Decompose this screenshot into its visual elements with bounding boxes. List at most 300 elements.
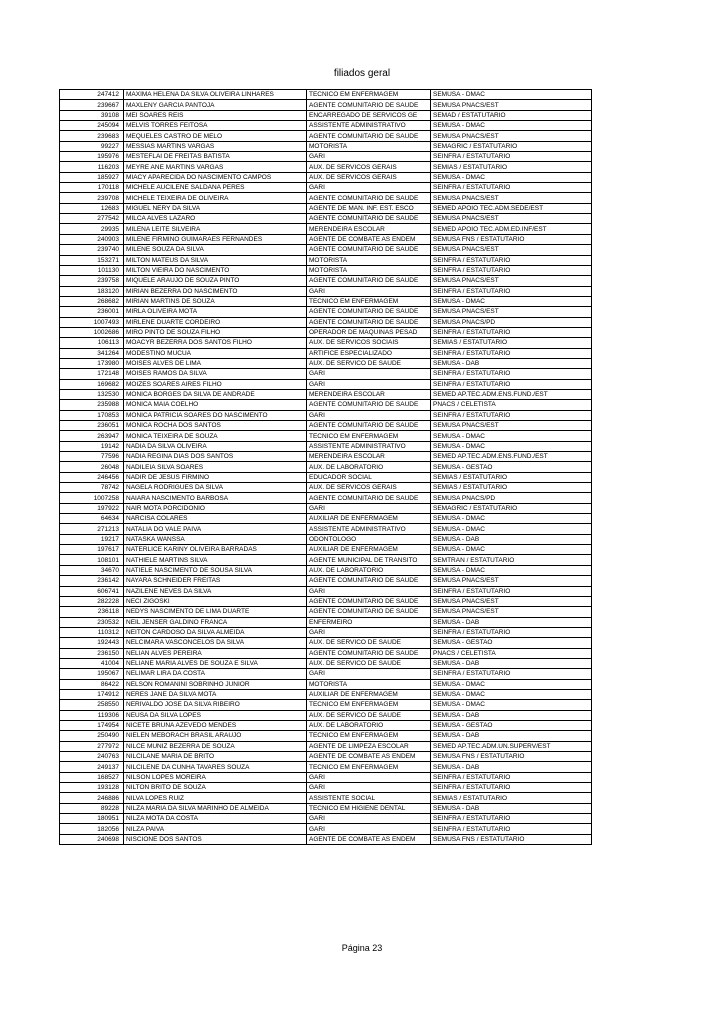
job-title-cell: AUX. DE SERVICOS GERAIS xyxy=(307,162,431,172)
job-title-cell: AGENTE MUNICIPAL DE TRANSITO xyxy=(307,555,431,565)
department-cell: SEINFRA / ESTATUTARIO xyxy=(431,327,592,337)
registration-cell: 153271 xyxy=(60,255,124,265)
table-row xyxy=(60,503,592,513)
name-cell: NATASKA WANSSA xyxy=(124,534,307,544)
table-row xyxy=(60,555,592,565)
job-title-cell: AGENTE COMUNITARIO DE SAUDE xyxy=(307,307,431,317)
registration-cell: 78742 xyxy=(60,483,124,493)
registration-cell: 86422 xyxy=(60,679,124,689)
job-title-cell: AGENTE COMUNITARIO DE SAUDE xyxy=(307,100,431,110)
table-row xyxy=(60,607,592,617)
job-title-cell: AUX. DE SERVICO DE SAUDE xyxy=(307,658,431,668)
job-title-cell: TECNICO EM ENFERMAGEM xyxy=(307,762,431,772)
registration-cell: 195976 xyxy=(60,152,124,162)
job-title-cell: TECNICO EM HIGIENE DENTAL xyxy=(307,803,431,813)
registration-cell: 185927 xyxy=(60,172,124,182)
job-title-cell: AUX. DE LABORATORIO xyxy=(307,565,431,575)
table-row xyxy=(60,338,592,348)
members-table xyxy=(59,89,592,845)
registration-cell: 240903 xyxy=(60,234,124,244)
name-cell: NADILEIA SILVA SOARES xyxy=(124,462,307,472)
department-cell: SEMUSA - DMAC xyxy=(431,545,592,555)
job-title-cell: ASSISTENTE ADMINISTRATIVO xyxy=(307,441,431,451)
table-row xyxy=(60,121,592,131)
department-cell: SEMED APOIO TEC.ADM.ED.INF/EST xyxy=(431,224,592,234)
registration-cell: 64634 xyxy=(60,514,124,524)
registration-cell: 173980 xyxy=(60,358,124,368)
department-cell: SEMUSA PNACS/EST xyxy=(431,100,592,110)
job-title-cell: AGENTE COMUNITARIO DE SAUDE xyxy=(307,276,431,286)
table-row xyxy=(60,317,592,327)
job-title-cell: EDUCADOR SOCIAL xyxy=(307,472,431,482)
registration-cell: 169682 xyxy=(60,379,124,389)
registration-cell: 197617 xyxy=(60,545,124,555)
registration-cell: 236150 xyxy=(60,648,124,658)
department-cell: SEMED AP.TEC.ADM.ENS.FUND./EST xyxy=(431,452,592,462)
name-cell: NILCILENE DA CUNHA TAVARES SOUZA xyxy=(124,762,307,772)
table-row xyxy=(60,741,592,751)
table-row xyxy=(60,545,592,555)
job-title-cell: AGENTE DE LIMPEZA ESCOLAR xyxy=(307,741,431,751)
department-cell: SEMUSA - DMAC xyxy=(431,689,592,699)
table-row xyxy=(60,203,592,213)
department-cell: SEMUSA - DMAC xyxy=(431,679,592,689)
registration-cell: 174912 xyxy=(60,689,124,699)
registration-cell: 183120 xyxy=(60,286,124,296)
job-title-cell: GARI xyxy=(307,369,431,379)
name-cell: MILCA ALVES LAZARO xyxy=(124,214,307,224)
department-cell: SEMUSA - DAB xyxy=(431,803,592,813)
name-cell: NATHIELE MARTINS SILVA xyxy=(124,555,307,565)
registration-cell: 236001 xyxy=(60,307,124,317)
name-cell: NEITON CARDOSO DA SILVA ALMEIDA xyxy=(124,627,307,637)
registration-cell: 132530 xyxy=(60,389,124,399)
table-row xyxy=(60,400,592,410)
registration-cell: 119306 xyxy=(60,710,124,720)
job-title-cell: GARI xyxy=(307,410,431,420)
registration-cell: 236142 xyxy=(60,576,124,586)
department-cell: SEMUSA - DMAC xyxy=(431,431,592,441)
name-cell: NIELEN MEBORACH BRASIL ARAUJO xyxy=(124,731,307,741)
registration-cell: 250490 xyxy=(60,731,124,741)
job-title-cell: TECNICO EM ENFERMAGEM xyxy=(307,731,431,741)
table-row xyxy=(60,514,592,524)
registration-cell: 174954 xyxy=(60,720,124,730)
department-cell: SEINFRA / ESTATUTARIO xyxy=(431,627,592,637)
table-row xyxy=(60,152,592,162)
job-title-cell: GARI xyxy=(307,152,431,162)
name-cell: MIQUELE ARAUJO DE SOUZA PINTO xyxy=(124,276,307,286)
name-cell: NERIVALDO JOSE DA SILVA RIBEIRO xyxy=(124,700,307,710)
registration-cell: 258550 xyxy=(60,700,124,710)
table-row xyxy=(60,483,592,493)
department-cell: SEMUSA - DAB xyxy=(431,731,592,741)
name-cell: MIRLA OLIVEIRA MOTA xyxy=(124,307,307,317)
table-row xyxy=(60,183,592,193)
registration-cell: 106113 xyxy=(60,338,124,348)
job-title-cell: GARI xyxy=(307,503,431,513)
job-title-cell: AGENTE DE MAN. INF. EST. ESCO xyxy=(307,203,431,213)
job-title-cell: GARI xyxy=(307,627,431,637)
registration-cell: 39108 xyxy=(60,110,124,120)
job-title-cell: GARI xyxy=(307,669,431,679)
table-row xyxy=(60,214,592,224)
job-title-cell: AGENTE DE COMBATE AS ENDEM xyxy=(307,234,431,244)
name-cell: NADIR DE JESUS FIRMINO xyxy=(124,472,307,482)
name-cell: MIRIAN BEZERRA DO NASCIMENTO xyxy=(124,286,307,296)
name-cell: NEUSA DA SILVA LOPES xyxy=(124,710,307,720)
job-title-cell: ENCARREGADO DE SERVICOS GE xyxy=(307,110,431,120)
registration-cell: 246456 xyxy=(60,472,124,482)
job-title-cell: MOTORISTA xyxy=(307,141,431,151)
table-row xyxy=(60,162,592,172)
job-title-cell: TECNICO EM ENFERMAGEM xyxy=(307,296,431,306)
table-row xyxy=(60,772,592,782)
department-cell: SEMUSA PNACS/EST xyxy=(431,214,592,224)
name-cell: NERES JANE DA SILVA MOTA xyxy=(124,689,307,699)
registration-cell: 26048 xyxy=(60,462,124,472)
name-cell: MILTON MATEUS DA SILVA xyxy=(124,255,307,265)
department-cell: SEMIAS / ESTATUTARIO xyxy=(431,483,592,493)
name-cell: NATERLICE KARINY OLIVEIRA BARRADAS xyxy=(124,545,307,555)
name-cell: NILTON BRITO DE SOUZA xyxy=(124,783,307,793)
job-title-cell: AUX. DE SERVICO DE SAUDE xyxy=(307,638,431,648)
table-row xyxy=(60,586,592,596)
department-cell: SEMUSA PNACS/EST xyxy=(431,276,592,286)
job-title-cell: AGENTE COMUNITARIO DE SAUDE xyxy=(307,576,431,586)
name-cell: MICHELE TEIXEIRA DE OLIVEIRA xyxy=(124,193,307,203)
registration-cell: 89228 xyxy=(60,803,124,813)
name-cell: NAGELA RODRIGUES DA SILVA xyxy=(124,483,307,493)
registration-cell: 245094 xyxy=(60,121,124,131)
job-title-cell: GARI xyxy=(307,586,431,596)
department-cell: SEMAD / ESTATUTARIO xyxy=(431,110,592,120)
registration-cell: 239758 xyxy=(60,276,124,286)
table-row xyxy=(60,783,592,793)
job-title-cell: TECNICO EM ENFERMAGEM xyxy=(307,90,431,100)
name-cell: NADIA DA SILVA OLIVEIRA xyxy=(124,441,307,451)
table-row xyxy=(60,276,592,286)
department-cell: SEMIAS / ESTATUTARIO xyxy=(431,338,592,348)
table-row xyxy=(60,410,592,420)
department-cell: SEMUSA - DMAC xyxy=(431,172,592,182)
department-cell: SEINFRA / ESTATUTARIO xyxy=(431,152,592,162)
name-cell: NISCIONE DOS SANTOS xyxy=(124,834,307,844)
name-cell: MILENE SOUZA DA SILVA xyxy=(124,245,307,255)
table-row xyxy=(60,700,592,710)
job-title-cell: AUX. DE SERVICOS GERAIS xyxy=(307,483,431,493)
job-title-cell: ARTIFICE ESPECIALIZADO xyxy=(307,348,431,358)
table-row xyxy=(60,710,592,720)
table-row xyxy=(60,110,592,120)
registration-cell: 12683 xyxy=(60,203,124,213)
registration-cell: 268682 xyxy=(60,296,124,306)
job-title-cell: AUX. DE LABORATORIO xyxy=(307,720,431,730)
department-cell: SEMAGRIC / ESTATUTARIO xyxy=(431,503,592,513)
name-cell: NILVA LOPES RUIZ xyxy=(124,793,307,803)
name-cell: NELCIMARA VASCONCELOS DA SILVA xyxy=(124,638,307,648)
department-cell: SEMUSA PNACS/EST xyxy=(431,245,592,255)
registration-cell: 239667 xyxy=(60,100,124,110)
name-cell: NAYARA SCHNEIDER FREITAS xyxy=(124,576,307,586)
registration-cell: 263947 xyxy=(60,431,124,441)
registration-cell: 239740 xyxy=(60,245,124,255)
registration-cell: 193128 xyxy=(60,783,124,793)
department-cell: SEMIAS / ESTATUTARIO xyxy=(431,162,592,172)
department-cell: SEMUSA - DAB xyxy=(431,762,592,772)
name-cell: MIRIAN MARTINS DE SOUZA xyxy=(124,296,307,306)
job-title-cell: AUX. DE SERVICOS GERAIS xyxy=(307,172,431,182)
table-row xyxy=(60,576,592,586)
table-row xyxy=(60,752,592,762)
name-cell: NATIELE NASCIMENTO DE SOUSA SILVA xyxy=(124,565,307,575)
table-row xyxy=(60,679,592,689)
table-row xyxy=(60,762,592,772)
department-cell: SEMAGRIC / ESTATUTARIO xyxy=(431,141,592,151)
registration-cell: 239683 xyxy=(60,131,124,141)
department-cell: SEMUSA PNACS/EST xyxy=(431,576,592,586)
table-row xyxy=(60,348,592,358)
job-title-cell: MERENDEIRA ESCOLAR xyxy=(307,452,431,462)
department-cell: SEINFRA / ESTATUTARIO xyxy=(431,814,592,824)
name-cell: MAXIMA HELENA DA SILVA OLIVEIRA LINHARES xyxy=(124,90,307,100)
department-cell: SEMUSA - GESTAO xyxy=(431,462,592,472)
registration-cell: 282228 xyxy=(60,596,124,606)
table-row xyxy=(60,814,592,824)
table-row xyxy=(60,431,592,441)
job-title-cell: GARI xyxy=(307,814,431,824)
registration-cell: 239708 xyxy=(60,193,124,203)
department-cell: SEMUSA - DMAC xyxy=(431,121,592,131)
registration-cell: 99227 xyxy=(60,141,124,151)
name-cell: MONICA ROCHA DOS SANTOS xyxy=(124,421,307,431)
table-row xyxy=(60,534,592,544)
job-title-cell: OPERADOR DE MAQUINAS PESAD xyxy=(307,327,431,337)
department-cell: SEMUSA - DAB xyxy=(431,710,592,720)
name-cell: NAIARA NASCIMENTO BARBOSA xyxy=(124,493,307,503)
department-cell: SEINFRA / ESTATUTARIO xyxy=(431,772,592,782)
job-title-cell: ASSISTENTE SOCIAL xyxy=(307,793,431,803)
department-cell: SEMUSA FNS / ESTATUTARIO xyxy=(431,752,592,762)
table-row xyxy=(60,441,592,451)
table-row xyxy=(60,596,592,606)
name-cell: MICHELE AUCILENE SALDANA PERES xyxy=(124,183,307,193)
job-title-cell: GARI xyxy=(307,286,431,296)
job-title-cell: MOTORISTA xyxy=(307,255,431,265)
department-cell: SEMUSA FNS / ESTATUTARIO xyxy=(431,834,592,844)
name-cell: MIRLENE DUARTE CORDEIRO xyxy=(124,317,307,327)
table-row xyxy=(60,731,592,741)
name-cell: MODESTINO MUCUA xyxy=(124,348,307,358)
job-title-cell: GARI xyxy=(307,772,431,782)
department-cell: SEMUSA - DAB xyxy=(431,534,592,544)
job-title-cell: ENFERMEIRO xyxy=(307,617,431,627)
job-title-cell: GARI xyxy=(307,783,431,793)
registration-cell: 249137 xyxy=(60,762,124,772)
name-cell: MELVIS TORRES FEITOSA xyxy=(124,121,307,131)
job-title-cell: ODONTOLOGO xyxy=(307,534,431,544)
table-row xyxy=(60,100,592,110)
registration-cell: 271213 xyxy=(60,524,124,534)
job-title-cell: GARI xyxy=(307,824,431,834)
registration-cell: 1007493 xyxy=(60,317,124,327)
name-cell: NICETE BRUNA AZEVEDO MENDES xyxy=(124,720,307,730)
name-cell: MAXLENY GARCIA PANTOJA xyxy=(124,100,307,110)
department-cell: SEMUSA - GESTAO xyxy=(431,720,592,730)
department-cell: SEINFRA / ESTATUTARIO xyxy=(431,379,592,389)
job-title-cell: AUX. DE SERVICO DE SAUDE xyxy=(307,710,431,720)
registration-cell: 277972 xyxy=(60,741,124,751)
name-cell: NARCISA COLARES xyxy=(124,514,307,524)
department-cell: PNACS / CELETISTA xyxy=(431,648,592,658)
department-cell: SEINFRA / ESTATUTARIO xyxy=(431,824,592,834)
name-cell: MONICA MAIA COELHO xyxy=(124,400,307,410)
table-row xyxy=(60,265,592,275)
name-cell: NELIANE MARIA ALVES DE SOUZA E SILVA xyxy=(124,658,307,668)
table-row xyxy=(60,224,592,234)
registration-cell: 41004 xyxy=(60,658,124,668)
job-title-cell: AGENTE COMUNITARIO DE SAUDE xyxy=(307,648,431,658)
name-cell: MONICA BORGES DA SILVA DE ANDRADE xyxy=(124,389,307,399)
job-title-cell: AGENTE DE COMBATE AS ENDEM xyxy=(307,834,431,844)
table-row xyxy=(60,617,592,627)
job-title-cell: AGENTE COMUNITARIO DE SAUDE xyxy=(307,607,431,617)
table-row xyxy=(60,824,592,834)
name-cell: MEYRE ANE MARTINS VARGAS xyxy=(124,162,307,172)
table-row xyxy=(60,141,592,151)
department-cell: SEMUSA - DAB xyxy=(431,358,592,368)
registration-cell: 240763 xyxy=(60,752,124,762)
table-row xyxy=(60,389,592,399)
department-cell: SEMUSA PNACS/EST xyxy=(431,307,592,317)
table-row xyxy=(60,658,592,668)
name-cell: MILENE FIRMINO GUIMARAES FERNANDES xyxy=(124,234,307,244)
registration-cell: 1007258 xyxy=(60,493,124,503)
job-title-cell: AUXILIAR DE ENFERMAGEM xyxy=(307,545,431,555)
registration-cell: 236118 xyxy=(60,607,124,617)
registration-cell: 110312 xyxy=(60,627,124,637)
department-cell: SEINFRA / ESTATUTARIO xyxy=(431,255,592,265)
table-row xyxy=(60,803,592,813)
department-cell: SEINFRA / ESTATUTARIO xyxy=(431,286,592,296)
table-row xyxy=(60,669,592,679)
name-cell: NILSON LOPES MOREIRA xyxy=(124,772,307,782)
table-row xyxy=(60,565,592,575)
department-cell: SEINFRA / ESTATUTARIO xyxy=(431,183,592,193)
department-cell: SEMUSA - DMAC xyxy=(431,565,592,575)
table-row xyxy=(60,358,592,368)
name-cell: MOISES RAMOS DA SILVA xyxy=(124,369,307,379)
job-title-cell: TECNICO EM ENFERMAGEM xyxy=(307,700,431,710)
table-row xyxy=(60,834,592,844)
table-row xyxy=(60,452,592,462)
name-cell: NILZA PAIVA xyxy=(124,824,307,834)
job-title-cell: MOTORISTA xyxy=(307,265,431,275)
table-row xyxy=(60,648,592,658)
table-row xyxy=(60,172,592,182)
registration-cell: 341264 xyxy=(60,348,124,358)
name-cell: MEQUELES CASTRO DE MELO xyxy=(124,131,307,141)
registration-cell: 19217 xyxy=(60,534,124,544)
table-row xyxy=(60,193,592,203)
table-row xyxy=(60,689,592,699)
registration-cell: 101130 xyxy=(60,265,124,275)
job-title-cell: AGENTE COMUNITARIO DE SAUDE xyxy=(307,317,431,327)
table-row xyxy=(60,296,592,306)
job-title-cell: AUX. DE LABORATORIO xyxy=(307,462,431,472)
department-cell: SEMED AP.TEC.ADM.UN.SUPERV/EST xyxy=(431,741,592,751)
department-cell: SEMUSA - DMAC xyxy=(431,524,592,534)
job-title-cell: ASSISTENTE ADMINISTRATIVO xyxy=(307,524,431,534)
department-cell: SEMUSA PNACS/PD xyxy=(431,317,592,327)
department-cell: SEINFRA / ESTATUTARIO xyxy=(431,669,592,679)
job-title-cell: AGENTE COMUNITARIO DE SAUDE xyxy=(307,245,431,255)
department-cell: SEMED AP.TEC.ADM.ENS.FUND./EST xyxy=(431,389,592,399)
registration-cell: 172148 xyxy=(60,369,124,379)
department-cell: SEMUSA PNACS/EST xyxy=(431,193,592,203)
department-cell: SEINFRA / ESTATUTARIO xyxy=(431,265,592,275)
name-cell: NECI ZIGOSKI xyxy=(124,596,307,606)
name-cell: NAZILENE NEVES DA SILVA xyxy=(124,586,307,596)
job-title-cell: AGENTE COMUNITARIO DE SAUDE xyxy=(307,400,431,410)
table-row xyxy=(60,493,592,503)
department-cell: SEINFRA / ESTATUTARIO xyxy=(431,783,592,793)
name-cell: NELIMAR LIRA DA COSTA xyxy=(124,669,307,679)
department-cell: SEINFRA / ESTATUTARIO xyxy=(431,410,592,420)
registration-cell: 195067 xyxy=(60,669,124,679)
name-cell: NELSON ROMANINI SOBRINHO JUNIOR xyxy=(124,679,307,689)
table-row xyxy=(60,90,592,100)
table-row xyxy=(60,638,592,648)
job-title-cell: AGENTE DE COMBATE AS ENDEM xyxy=(307,752,431,762)
name-cell: NILZA MARIA DA SILVA MARINHO DE ALMEIDA xyxy=(124,803,307,813)
name-cell: NADIA REGINA DIAS DOS SANTOS xyxy=(124,452,307,462)
job-title-cell: AGENTE COMUNITARIO DE SAUDE xyxy=(307,193,431,203)
name-cell: NILCE MUNIZ BEZERRA DE SOUZA xyxy=(124,741,307,751)
name-cell: NILCILANE MARIA DE BRITO xyxy=(124,752,307,762)
registration-cell: 246886 xyxy=(60,793,124,803)
department-cell: SEMUSA - DMAC xyxy=(431,296,592,306)
name-cell: NEDYS NASCIMENTO DE LIMA DUARTE xyxy=(124,607,307,617)
registration-cell: 170118 xyxy=(60,183,124,193)
department-cell: SEMUSA - DAB xyxy=(431,617,592,627)
department-cell: PNACS / CELETISTA xyxy=(431,400,592,410)
members-table-body xyxy=(60,90,592,845)
department-cell: SEMIAS / ESTATUTARIO xyxy=(431,472,592,482)
name-cell: NEIL JENSER GALDINO FRANCA xyxy=(124,617,307,627)
job-title-cell: MERENDEIRA ESCOLAR xyxy=(307,389,431,399)
job-title-cell: AUX. DE SERVICOS SOCIAIS xyxy=(307,338,431,348)
department-cell: SEMIAS / ESTATUTARIO xyxy=(431,793,592,803)
registration-cell: 29935 xyxy=(60,224,124,234)
job-title-cell: AGENTE COMUNITARIO DE SAUDE xyxy=(307,131,431,141)
page-title: filiados geral xyxy=(333,68,391,79)
department-cell: SEMUSA PNACS/EST xyxy=(431,421,592,431)
department-cell: SEMUSA - DMAC xyxy=(431,700,592,710)
table-row xyxy=(60,421,592,431)
table-row xyxy=(60,627,592,637)
department-cell: SEMUSA PNACS/EST xyxy=(431,607,592,617)
job-title-cell: MOTORISTA xyxy=(307,679,431,689)
registration-cell: 108101 xyxy=(60,555,124,565)
registration-cell: 192443 xyxy=(60,638,124,648)
name-cell: MILTON VIEIRA DO NASCIMENTO xyxy=(124,265,307,275)
table-row xyxy=(60,472,592,482)
name-cell: MESTEFLAI DE FREITAS BATISTA xyxy=(124,152,307,162)
table-row xyxy=(60,720,592,730)
name-cell: MONICA PATRICIA SOARES DO NASCIMENTO xyxy=(124,410,307,420)
department-cell: SEMUSA - GESTAO xyxy=(431,638,592,648)
